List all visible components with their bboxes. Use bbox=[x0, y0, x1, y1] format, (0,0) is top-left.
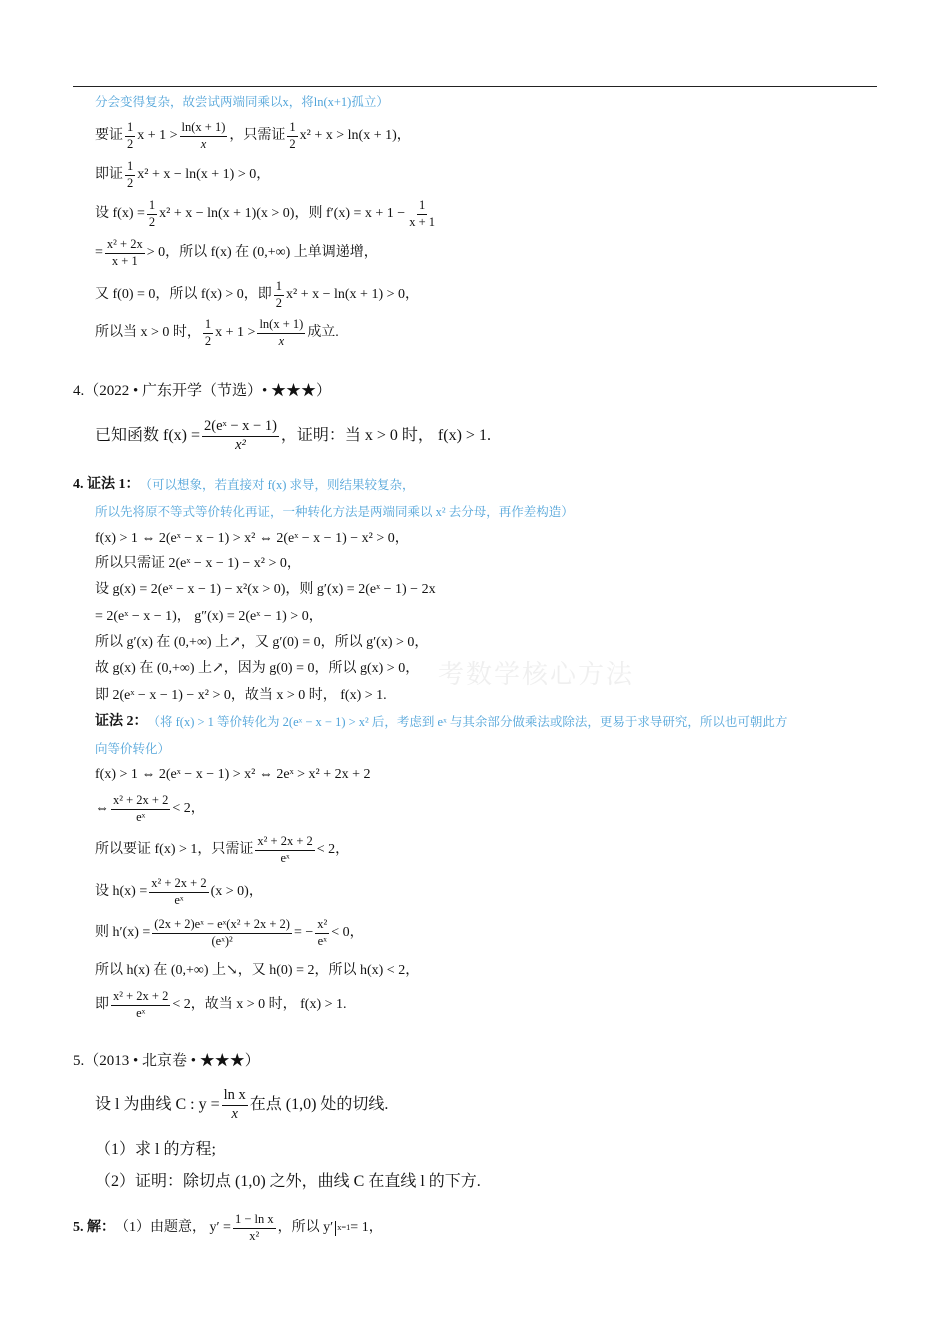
answer-4-note-2: 所以先将原不等式等价转化再证，一种转化方法是两端同乘以 x² 去分母，再作差构造） bbox=[95, 505, 574, 519]
answer-4-step-6: 故 g(x) 在 (0,+∞) 上↗，因为 g(0) = 0，所以 g(x) > 0， bbox=[95, 661, 420, 676]
proof-line-6: 又 f(0) = 0，所以 f(x) > 0，即 $\frac{1}{2}$ x² + x − ln(x + 1) > 0， bbox=[95, 279, 420, 310]
answer-4-step-12: 则 h′(x) = $\frac{\text{(2x + 2)eˣ − eˣ(x² + 2x + 2)}}{\text{(eˣ)²}}$ = − $\frac{\text{x²}}{\text{eˣ}}$ < 0， bbox=[95, 917, 364, 948]
question-4-statement: 已知函数 f(x) = $\frac{\text{2(eˣ − x − 1)}}{\text{x²}}$ ，证明：当 x > 0 时， f(x) > 1. bbox=[95, 418, 491, 453]
answer-4-step-9: ⇔ $\frac{\text{x² + 2x + 2}}{\text{eˣ}}$ < 2， bbox=[95, 793, 205, 824]
proof-line-7: 所以当 x > 0 时， $\frac{1}{2}$ x + 1 > $\frac{\ln(x + 1)}{x}$ 成立. bbox=[95, 317, 339, 348]
answer-4-step-3: 设 g(x) = 2(eˣ − x − 1) − x²(x > 0)，则 g′(x) = 2(eˣ − 1) − 2x bbox=[95, 582, 436, 597]
proof-line-3: 即证 $\frac{1}{2}$ x² + x − ln(x + 1) > 0， bbox=[95, 159, 271, 190]
answer-4-note-3: 向等价转化） bbox=[95, 742, 171, 756]
answer-4-step-10: 所以要证 f(x) > 1，只需证 $\frac{\text{x² + 2x + 2}}{\text{eˣ}}$ < 2， bbox=[95, 834, 350, 865]
question-5-statement: 设 l 为曲线 C : y = $\frac{\text{ln x}}{x}$ 在点 (1,0) 处的切线. bbox=[95, 1087, 389, 1122]
answer-4-step-4: = 2(eˣ − x − 1)， g″(x) = 2(eˣ − 1) > 0， bbox=[95, 609, 323, 624]
answer-4-step-1: f(x) > 1 ⇔ 2(eˣ − x − 1) > x² ⇔ 2(eˣ − x − 1) − x² > 0， bbox=[95, 531, 409, 546]
answer-4-step-7: 即 2(eˣ − x − 1) − x² > 0，故当 x > 0 时， f(x) > 1. bbox=[95, 688, 387, 703]
question-5-part-2: （2）证明：除切点 (1,0) 之外，曲线 C 在直线 l 的下方. bbox=[95, 1173, 481, 1190]
answer-5-line-1: 5. 解： （1）由题意， y′ = $\frac{\text{1 − ln x}}{\text{x²}}$ ，所以 y′ x=1 = 1， bbox=[73, 1212, 383, 1243]
note-line: 分会变得复杂，故尝试两端同乘以x，将ln(x+1)孤立） bbox=[95, 95, 389, 109]
proof-line-2: 要证 $\frac{1}{2}$ x + 1 > $\frac{\ln(x + 1)}{x}$ ，只需证 $\frac{1}{2}$ x² + x > ln(x + 1)， bbox=[95, 120, 411, 151]
proof-line-5: = $\frac{\text{x² + 2x}}{x + 1}$ > 0，所以 f(x) 在 (0,+∞) 上单调递增， bbox=[95, 237, 378, 268]
answer-4-step-5: 所以 g′(x) 在 (0,+∞) 上↗，又 g′(0) = 0，所以 g′(x) > 0， bbox=[95, 635, 429, 650]
answer-4-method-2: 证法 2： （将 f(x) > 1 等价转化为 2(eˣ − x − 1) > x² 后，考虑到 eˣ 与其余部分做乘法或除法，更易于求导研究，所以也可朝此方 bbox=[95, 714, 788, 729]
proof-line-4: 设 f(x) = $\frac{1}{2}$ x² + x − ln(x + 1)(x > 0)，则 f′(x) = x + 1 − $\frac{1}{x + 1}$ bbox=[95, 198, 436, 229]
answer-4-step-13: 所以 h(x) 在 (0,+∞) 上↘，又 h(0) = 2，所以 h(x) < 2， bbox=[95, 963, 420, 978]
answer-4-step-8: f(x) > 1 ⇔ 2(eˣ − x − 1) > x² ⇔ 2eˣ > x² + 2x + 2 bbox=[95, 767, 371, 782]
header-rule bbox=[73, 86, 877, 87]
question-5-part-1: （1）求 l 的方程; bbox=[95, 1141, 216, 1158]
question-4-title: 4.（2022 • 广东开学（节选）• ★★★） bbox=[73, 383, 332, 399]
question-5-title: 5.（2013 • 北京卷 • ★★★） bbox=[73, 1053, 260, 1069]
watermark: 考数学核心方法 bbox=[438, 660, 635, 689]
answer-4-step-2: 所以只需证 2(eˣ − x − 1) − x² > 0， bbox=[95, 556, 301, 571]
answer-4-method-1: 4. 证法 1： （可以想象，若直接对 f(x) 求导，则结果较复杂， bbox=[73, 477, 415, 492]
answer-4-step-14: 即 $\frac{\text{x² + 2x + 2}}{\text{eˣ}}$ < 2，故当 x > 0 时， f(x) > 1. bbox=[95, 989, 347, 1020]
answer-4-step-11: 设 h(x) = $\frac{\text{x² + 2x + 2}}{\text{eˣ}}$ (x > 0)， bbox=[95, 876, 263, 907]
